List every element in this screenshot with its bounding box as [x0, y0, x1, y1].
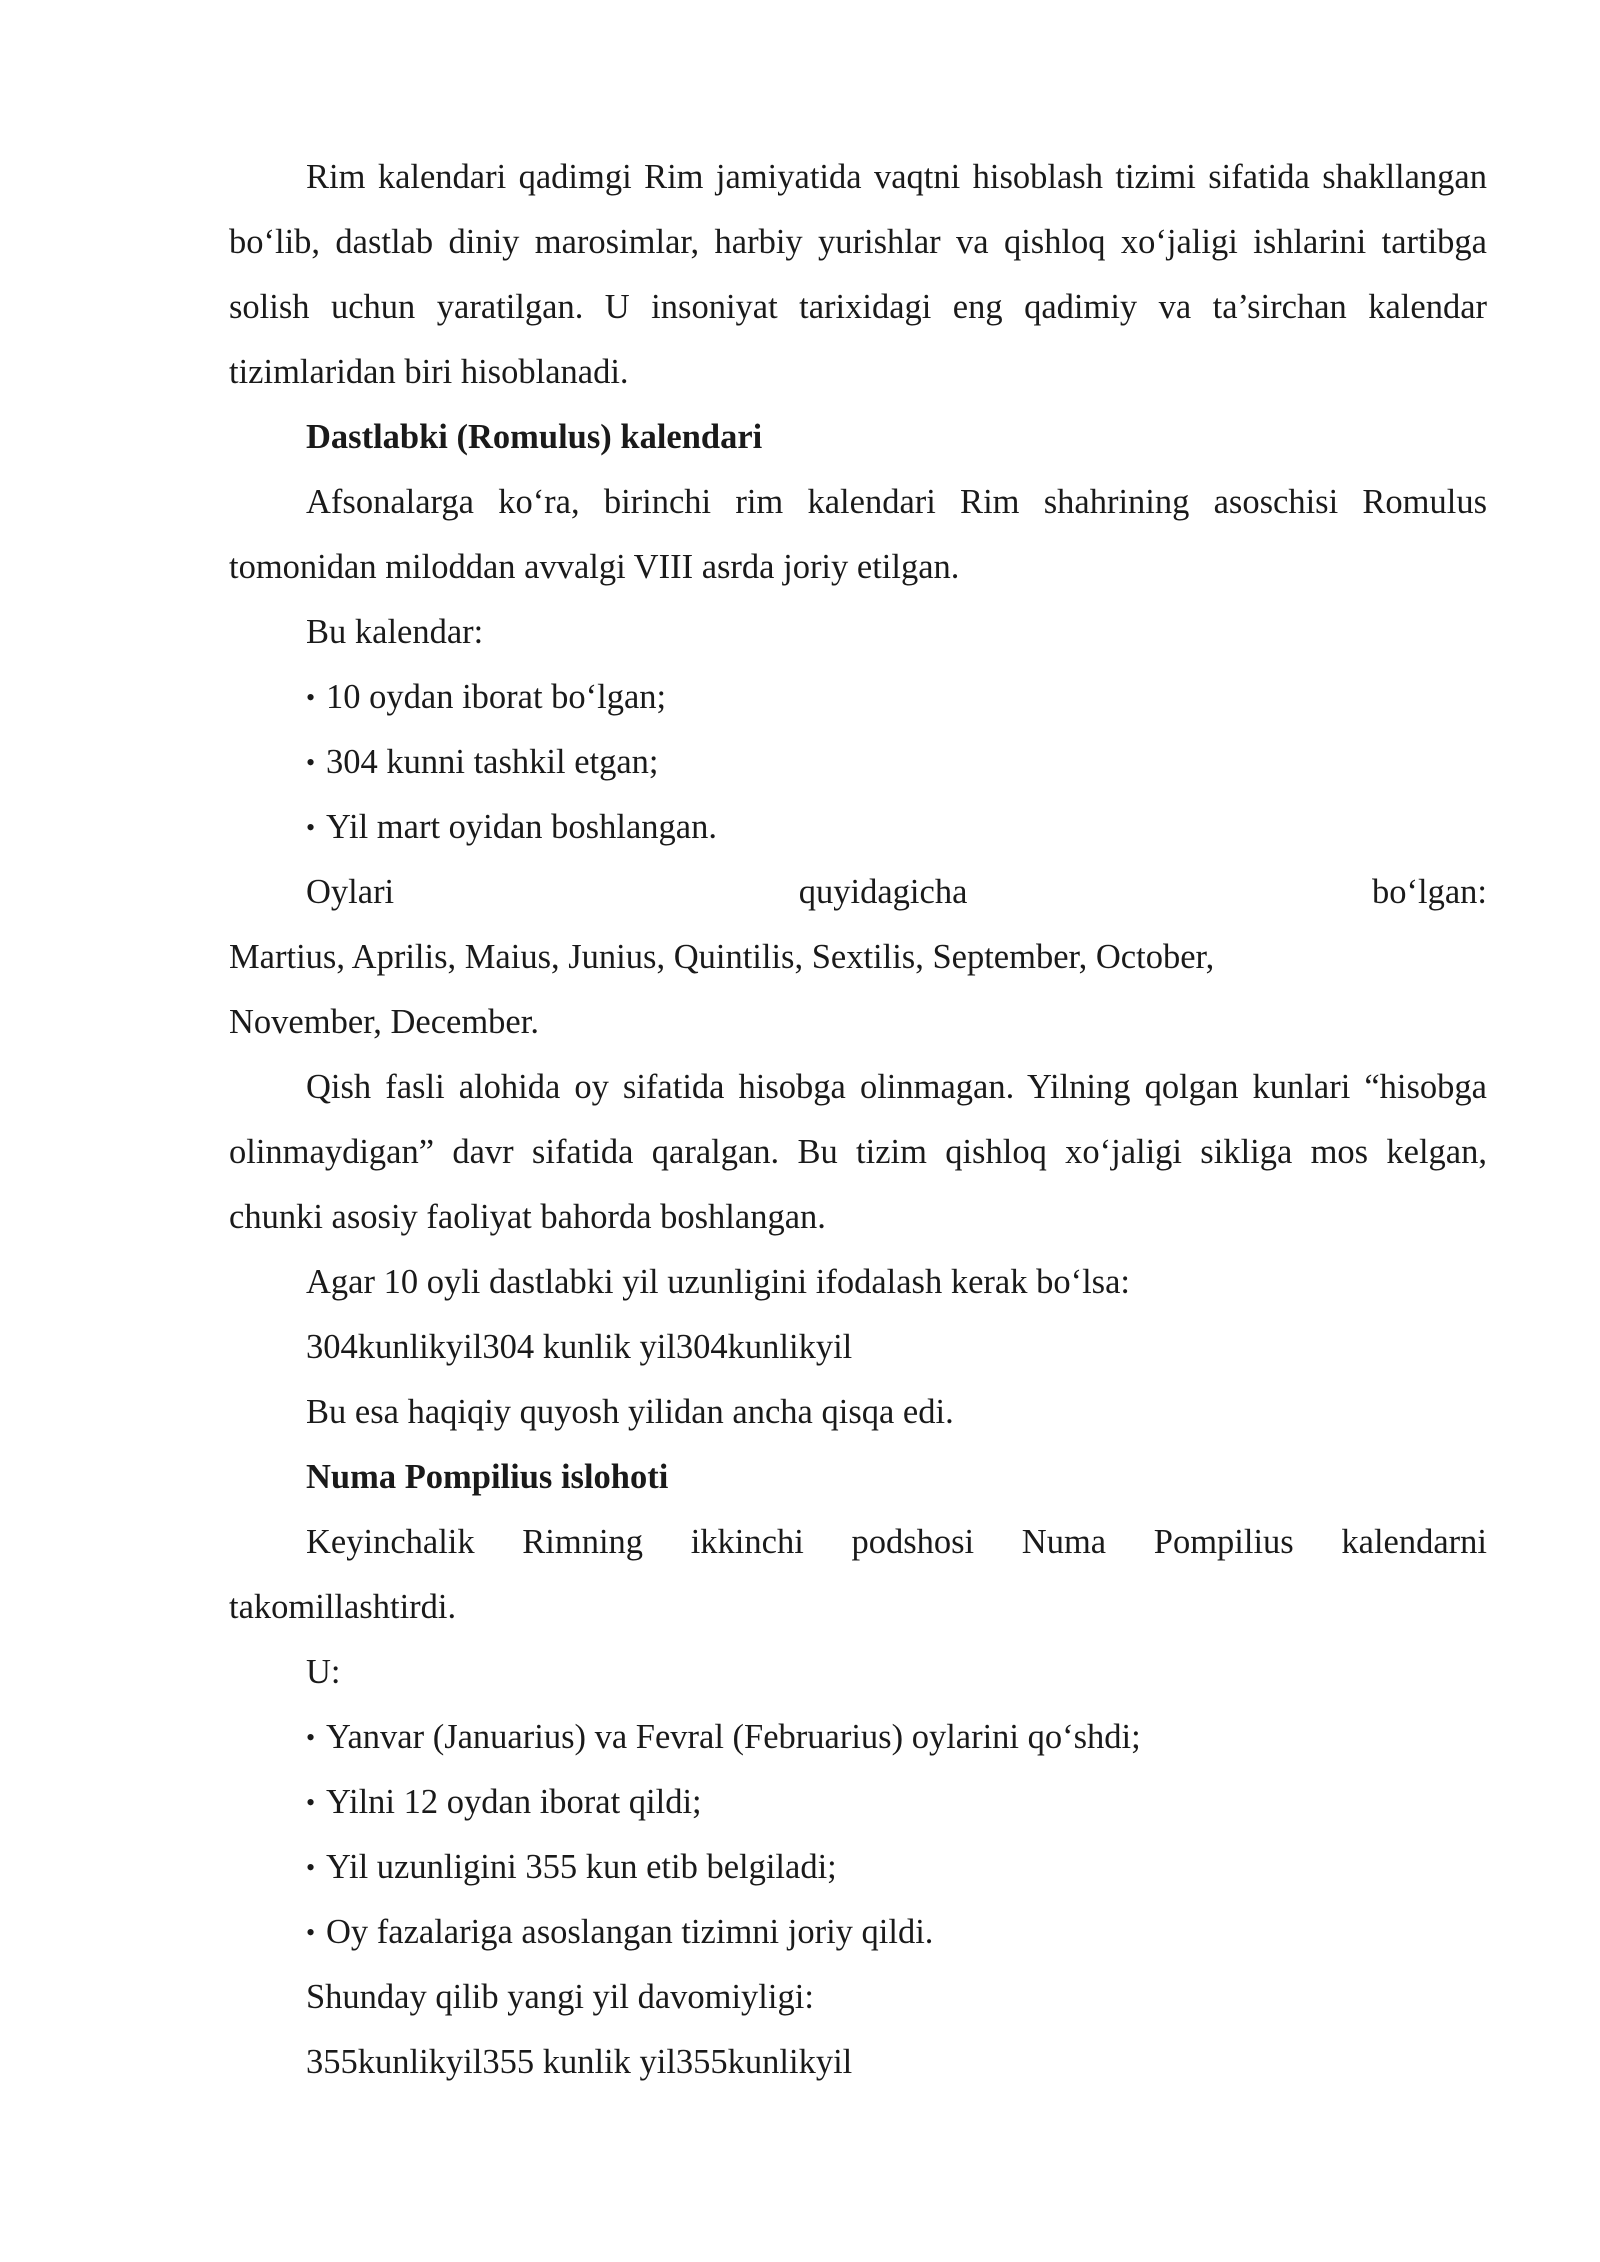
- year-length-paragraph: Agar 10 oyli dastlabki yil uzunligini ifodalash kerak bo‘lsa:: [306, 1263, 1130, 1301]
- list-item: [229, 1900, 1487, 1965]
- list-item-text: 10 oydan iborat bo‘lgan;: [326, 678, 667, 716]
- list-item-text: Yanvar (Januarius) va Fevral (Februarius) oylarini qo‘shdi;: [326, 1718, 1141, 1756]
- list-item: [229, 730, 1487, 795]
- list-item: [229, 795, 1487, 860]
- list-item-text: 304 kunni tashkil etgan;: [326, 743, 659, 781]
- intro-paragraph: Rim kalendari qadimgi Rim jamiyatida vaqtni hisoblash tizimi sifatida shakllangan bo‘lib, dastlab diniy marosimlar, harbiy yurishlar va qishloq xo‘jaligi ishlarini tartibga solish uchun yaratilgan. U insoniyat tarixidagi eng qadimiy va ta’sirchan kalendar tizimlaridan biri hisoblanadi.: [229, 158, 1487, 391]
- bullet-icon: •: [306, 1723, 316, 1752]
- numa-list-intro: U:: [306, 1653, 341, 1691]
- months-intro: Oylari quyidagicha bo‘lgan:: [306, 873, 1487, 911]
- list-item: [229, 1835, 1487, 1900]
- list-item-text: Oy fazalariga asoslangan tizimni joriy qildi.: [326, 1913, 934, 1951]
- list-item: [229, 1705, 1487, 1770]
- bullet-icon: •: [306, 1788, 316, 1817]
- months-line-end: November, December.: [229, 1003, 539, 1041]
- bullet-icon: •: [306, 1918, 316, 1947]
- bullet-icon: •: [306, 1853, 316, 1882]
- winter-paragraph: Qish fasli alohida oy sifatida hisobga olinmagan. Yilning qolgan kunlari “hisobga olinmaydigan” davr sifatida qaralgan. Bu tizim qishloq xo‘jaligi sikliga mos kelgan, chunki asosiy faoliyat bahorda boshlangan.: [229, 1068, 1487, 1236]
- formula-numa: 355kunlikyil355 kunlik yil355kunlikyil: [306, 2043, 853, 2081]
- months-line: Martius, Aprilis, Maius, Junius, Quintilis, Sextilis, September, October,: [229, 938, 1215, 976]
- bullet-icon: •: [306, 683, 316, 712]
- solar-year-note: Bu esa haqiqiy quyosh yilidan ancha qisqa edi.: [306, 1393, 954, 1431]
- formula-romulus: 304kunlikyil304 kunlik yil304kunlikyil: [306, 1328, 853, 1366]
- list-item-text: Yil mart oyidan boshlangan.: [326, 808, 717, 846]
- new-year-length-paragraph: Shunday qilib yangi yil davomiyligi:: [306, 1978, 814, 2016]
- list-item: [229, 665, 1487, 730]
- document-page: [229, 145, 1487, 2095]
- section-heading-numa: Numa Pompilius islohoti: [306, 1458, 669, 1496]
- list-item-text: Yil uzunligini 355 kun etib belgiladi;: [326, 1848, 837, 1886]
- list-item: [229, 1770, 1487, 1835]
- romulus-paragraph: Afsonalarga ko‘ra, birinchi rim kalendari Rim shahrining asoschisi Romulus tomonidan miloddan avvalgi VIII asrda joriy etilgan.: [229, 483, 1487, 586]
- bullet-icon: •: [306, 748, 316, 777]
- section-heading-romulus: Dastlabki (Romulus) kalendari: [306, 418, 763, 456]
- numa-paragraph: Keyinchalik Rimning ikkinchi podshosi Numa Pompilius kalendarni takomillashtirdi.: [229, 1523, 1487, 1626]
- list-item-text: Yilni 12 oydan iborat qildi;: [326, 1783, 702, 1821]
- romulus-list-intro: Bu kalendar:: [306, 613, 484, 651]
- bullet-icon: •: [306, 813, 316, 842]
